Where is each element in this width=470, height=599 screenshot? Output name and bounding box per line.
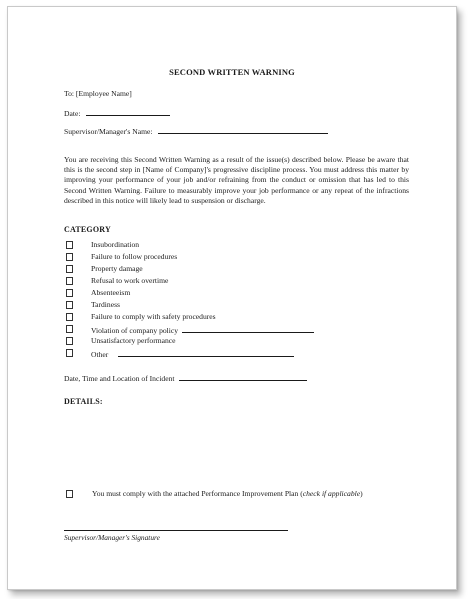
details-heading: DETAILS: <box>64 397 103 406</box>
category-item: Insubordination <box>91 240 140 249</box>
supervisor-label: Supervisor/Manager's Name: <box>64 127 153 136</box>
pip-text-italic: check if applicable <box>302 489 361 498</box>
checkbox-icon[interactable] <box>66 301 73 309</box>
supervisor-field <box>64 125 328 136</box>
pip-text-end: ) <box>360 489 363 498</box>
category-item-label: Violation of company policy <box>91 326 179 335</box>
checkbox-icon[interactable] <box>66 337 73 345</box>
category-heading: CATEGORY <box>64 225 111 234</box>
category-item-policy <box>91 324 314 335</box>
to-field <box>64 89 132 98</box>
signature-label: Supervisor/Manager's Signature <box>64 533 160 542</box>
checkbox-icon[interactable] <box>66 313 73 321</box>
incident-field <box>64 372 307 383</box>
warning-paragraph: You are receiving this Second Written Warning as a result of the issue(s) described below. Please be aware that this is the second step in [Name of Company]'s progressive discipline process. You must address this matter by improving your performance of your job and/or refraining from the conduct or omission that has led to this Second Written Warning. Failure to measurably improve your job performance or any repeat of the infractions described in this notice will likely lead to suspension or discharge. <box>64 155 409 205</box>
pip-text: You must comply with the attached Performance Improvement Plan ( <box>92 489 303 498</box>
checkbox-icon[interactable] <box>66 490 73 498</box>
checkbox-icon[interactable] <box>66 265 73 273</box>
category-item-other <box>91 348 294 359</box>
signature-line[interactable] <box>64 530 288 531</box>
category-item-label: Other <box>91 350 109 359</box>
supervisor-input-line[interactable] <box>158 125 328 134</box>
other-input-line[interactable] <box>118 348 294 357</box>
checkbox-icon[interactable] <box>66 289 73 297</box>
date-label: Date: <box>64 109 81 118</box>
to-label: To: [Employee Name] <box>64 89 132 98</box>
pip-statement <box>92 489 363 498</box>
category-item: Failure to comply with safety procedures <box>91 312 216 321</box>
category-item: Failure to follow procedures <box>91 252 178 261</box>
checkbox-icon[interactable] <box>66 349 73 357</box>
category-item: Property damage <box>91 264 143 273</box>
category-item: Unsatisfactory performance <box>91 336 176 345</box>
category-item: Absenteeism <box>91 288 131 297</box>
date-input-line[interactable] <box>86 107 170 116</box>
category-item: Tardiness <box>91 300 120 309</box>
checkbox-icon[interactable] <box>66 241 73 249</box>
date-field <box>64 107 170 118</box>
category-item: Refusal to work overtime <box>91 276 169 285</box>
checkbox-icon[interactable] <box>66 277 73 285</box>
checkbox-icon[interactable] <box>66 325 73 333</box>
document-title: SECOND WRITTEN WARNING <box>169 67 295 77</box>
checkbox-icon[interactable] <box>66 253 73 261</box>
incident-label: Date, Time and Location of Incident <box>64 374 175 383</box>
incident-input-line[interactable] <box>179 372 307 381</box>
document-page <box>7 6 457 590</box>
policy-input-line[interactable] <box>182 324 314 333</box>
